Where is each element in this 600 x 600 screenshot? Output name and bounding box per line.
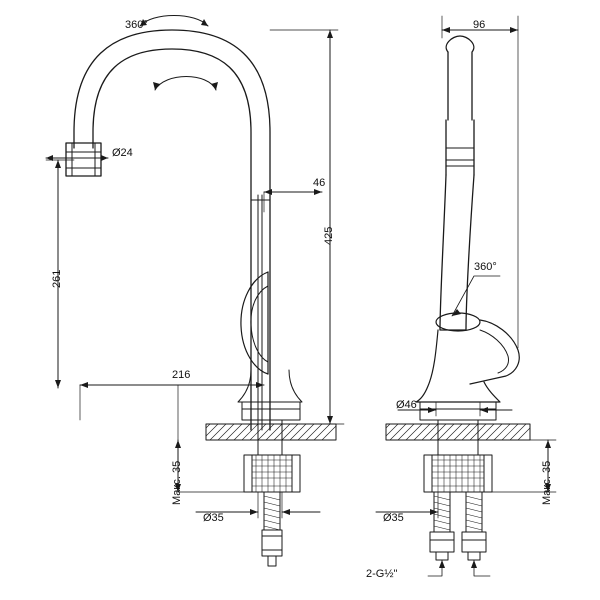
- label-dia35-right: Ø35: [383, 512, 404, 524]
- label-rotation-top: 360°: [125, 19, 148, 31]
- label-reach-216: 216: [172, 369, 191, 381]
- label-spout-diameter: Ø24: [112, 147, 133, 159]
- label-height-425: 425: [323, 226, 335, 245]
- label-dia35-left: Ø35: [203, 512, 224, 524]
- label-max35-right: Макс. 35: [541, 460, 553, 505]
- label-width-96: 96: [473, 19, 486, 31]
- label-dia46: Ø46: [396, 399, 417, 411]
- label-max35-left: Макс. 35: [171, 460, 183, 505]
- label-offset-46: 46: [313, 177, 326, 189]
- label-supply-thread: 2-G½": [366, 568, 398, 580]
- label-height-261: 261: [51, 269, 63, 288]
- label-rotation-side: 360°: [474, 261, 497, 273]
